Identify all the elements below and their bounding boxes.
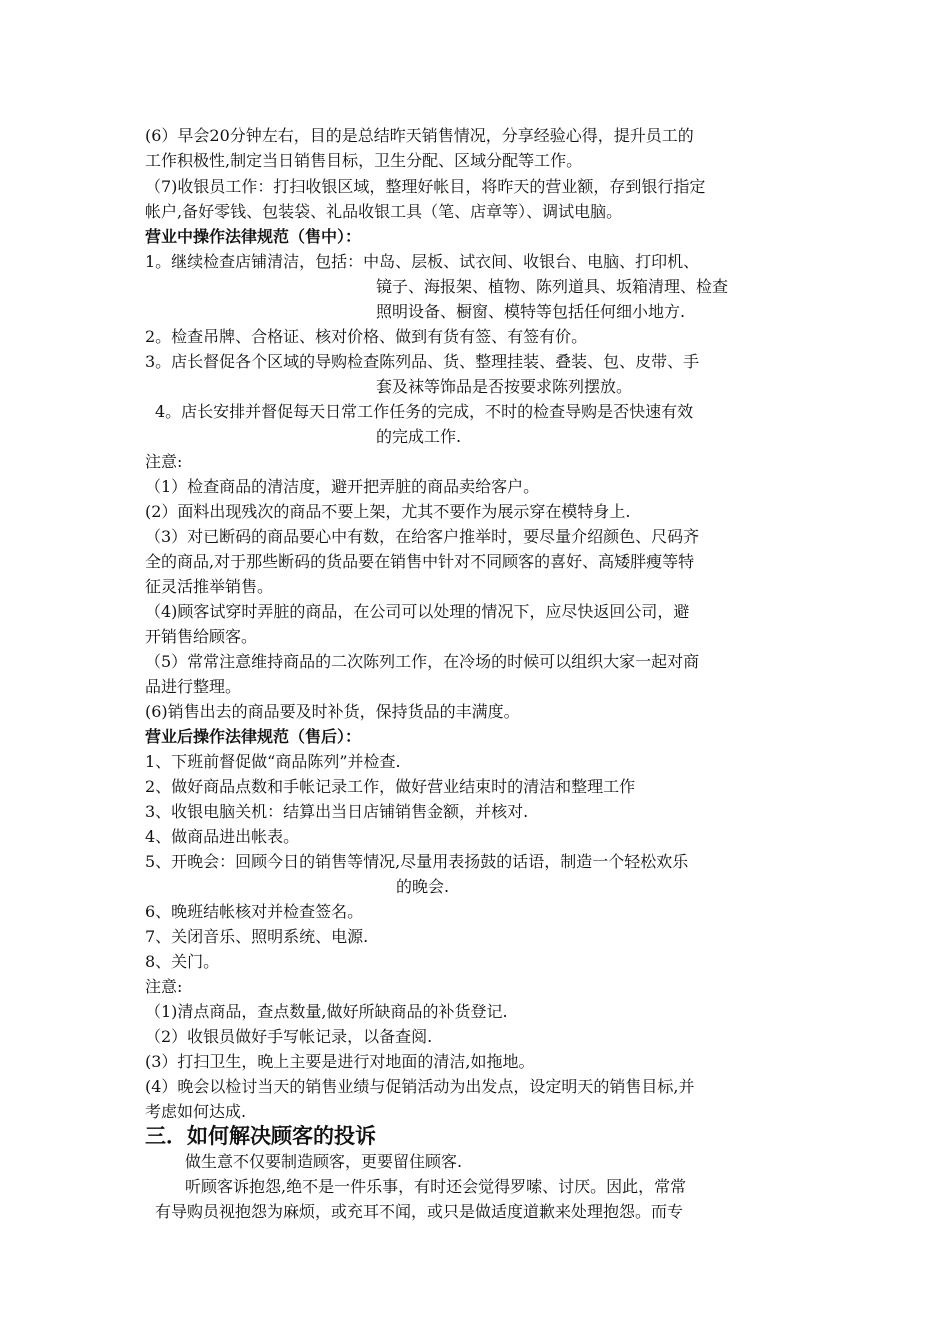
text-line: （1)清点商品，查点数量,做好所缺商品的补货登记.	[145, 1002, 508, 1021]
text-line: 的晚会.	[396, 877, 450, 896]
text-line: （4)顾客试穿时弄脏的商品，在公司可以处理的情况下，应尽快返回公司，避	[145, 602, 690, 621]
text-line: （3）对已断码的商品要心中有数，在给客户推举时，要尽量介绍颜色、尺码齐	[145, 527, 700, 546]
text-line: 全的商品,对于那些断码的货品要在销售中针对不同顾客的喜好、高矮胖瘦等特	[145, 552, 695, 571]
text-line: 考虑如何达成.	[145, 1102, 247, 1121]
note-label: 注意:	[145, 452, 183, 471]
section-heading: 营业中操作法律规范（售中）：	[145, 227, 362, 246]
text-line: 照明设备、橱窗、模特等包括任何细小地方.	[376, 302, 686, 321]
note-label: 注意:	[145, 977, 183, 996]
text-line: 5、开晚会：回顾今日的销售等情况,尽量用表扬鼓的话语，制造一个轻松欢乐	[145, 852, 689, 871]
text-line: 1、下班前督促做“商品陈列”并检查.	[145, 752, 401, 771]
text-line: (3）打扫卫生，晚上主要是进行对地面的清洁,如拖地。	[145, 1052, 535, 1071]
text-line: （7)收银员工作：打扫收银区域，整理好帐目，将昨天的营业额，存到银行指定	[145, 177, 706, 196]
text-line: 征灵活推举销售。	[145, 577, 274, 596]
text-line: 6、晚班结帐核对并检查签名。	[145, 902, 364, 921]
text-line: （2）收银员做好手写帐记录，以备查阅.	[145, 1027, 433, 1046]
text-line: 4、做商品进出帐表。	[145, 827, 300, 846]
text-line: 帐户,备好零钱、包装袋、礼品收银工具（笔、店章等）、调试电脑。	[145, 202, 623, 221]
text-line: 套及袜等饰品是否按要求陈列摆放。	[376, 377, 633, 396]
text-line: 有导购员视抱怨为麻烦，或充耳不闻，或只是做适度道歉来处理抱怨。而专	[155, 1202, 684, 1221]
text-line: (6）早会20分钟左右，目的是总结昨天销售情况，分享经验心得，提升员工的	[145, 126, 694, 145]
text-line: 3。店长督促各个区域的导购检查陈列品、货、整理挂装、叠装、包、皮带、手	[145, 352, 700, 371]
text-line: 听顾客诉抱怨,绝不是一件乐事，有时还会觉得罗嗦、讨厌。因此，常常	[185, 1177, 687, 1196]
text-line: 开销售给顾客。	[145, 627, 258, 646]
text-line: (4）晚会以检讨当天的销售业绩与促销活动为出发点，设定明天的销售目标,并	[145, 1077, 695, 1096]
text-line: (2）面料出现残次的商品不要上架，尤其不要作为展示穿在模特身上.	[145, 502, 631, 521]
text-line: 的完成工作.	[376, 427, 462, 446]
text-line: （1）检查商品的清洁度，避开把弄脏的商品卖给客户。	[145, 477, 540, 496]
text-line: 镜子、海报架、植物、陈列道具、坂箱清理、检查	[376, 277, 729, 296]
text-line: 7、关闭音乐、照明系统、电源.	[145, 927, 369, 946]
text-line: 3、收银电脑关机：结算出当日店铺销售金额，并核对.	[145, 802, 529, 821]
text-line: (6)销售出去的商品要及时补货，保持货品的丰满度。	[145, 702, 520, 721]
text-line: 2。检查吊牌、合格证、核对价格、做到有货有签、有签有价。	[145, 327, 588, 346]
text-line: 做生意不仅要制造顾客，更要留住顾客.	[185, 1152, 463, 1171]
section-heading: 营业后操作法律规范（售后）：	[145, 727, 362, 746]
text-line: 工作积极性,制定当日销售目标，卫生分配、区域分配等工作。	[145, 151, 583, 170]
text-line: 4。店长安排并督促每天日常工作任务的完成，不时的检查导购是否快速有效	[155, 402, 694, 421]
text-line: 2、做好商品点数和手帐记录工作，做好营业结束时的清洁和整理工作	[145, 777, 636, 796]
chapter-heading: 三．如何解决顾客的投诉	[145, 1123, 376, 1148]
text-line: 品进行整理。	[145, 677, 242, 696]
text-line: 8、关门。	[145, 952, 220, 971]
text-line: 1。继续检查店铺清洁，包括：中岛、层板、试衣间、收银台、电脑、打印机、	[145, 252, 700, 271]
text-line: （5）常常注意维持商品的二次陈列工作，在冷场的时候可以组织大家一起对商	[145, 652, 700, 671]
